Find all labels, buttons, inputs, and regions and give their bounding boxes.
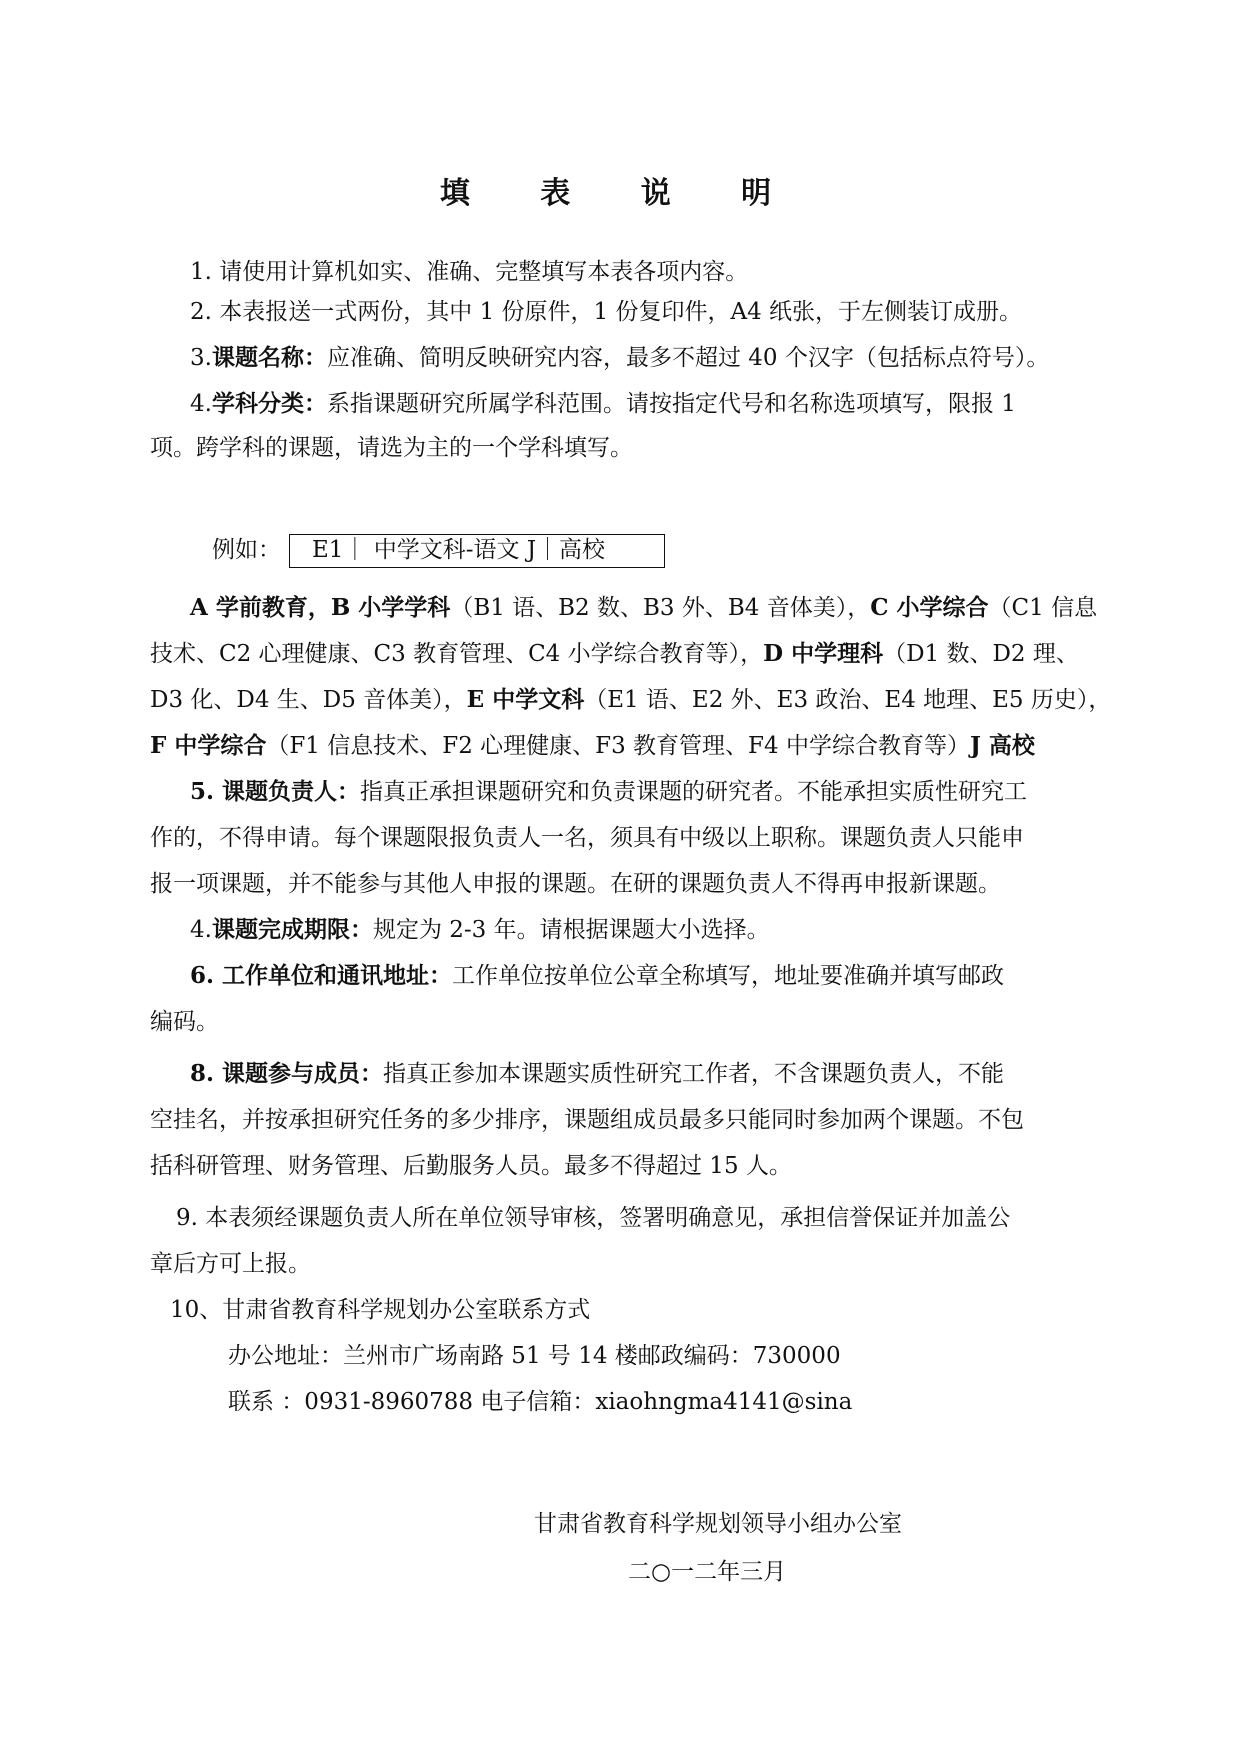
category-d-label: D 中学理科 (763, 640, 884, 667)
item-6-label: 6. 工作单位和通讯地址： (190, 962, 453, 989)
item-4-text-1: 系指课题研究所属学科范围。请按指定代号和名称选项填写，限报 1 (326, 391, 1016, 417)
category-f-detail: （F1 信息技术、F2 心理健康、F3 教育管理、F4 中学综合教育等） (266, 733, 970, 759)
item-4-label: 学科分类： (211, 390, 327, 417)
item-8-text-2: 空挂名，并按承担研究任务的多少排序，课题组成员最多只能同时参加两个课题。不包 (150, 1107, 1024, 1133)
office-address: 办公地址：兰州市广场南路 51 号 14 楼邮政编码：730000 (228, 1343, 841, 1369)
item-6-text-2: 编码。 (150, 1009, 219, 1035)
item-5-text-2: 作的，不得申请。每个课题限报负责人一名，须具有中级以上职称。课题负责人只能申 (150, 825, 1024, 851)
category-d-detail: （D1 数、D2 理、 (883, 641, 1079, 667)
category-f-label: F 中学综合 (150, 732, 267, 759)
item-3-label: 课题名称： (211, 344, 327, 371)
example-label: 例如： (212, 537, 281, 563)
category-line-1 (190, 592, 1140, 624)
item-duration-label: 课题完成期限： (211, 916, 373, 943)
category-e-label: E 中学文科 (466, 686, 585, 713)
item-4-text-2: 项。跨学科的课题，请选为主的一个学科填写。 (150, 435, 633, 461)
category-e-detail: （E1 语、E2 外、E3 政治、E4 地理、E5 历史）， (584, 687, 1112, 713)
category-line-3 (150, 684, 1112, 716)
item-5-text-3: 报一项课题，并不能参与其他人申报的课题。在研的课题负责人不得再申报新课题。 (150, 871, 1001, 897)
item-8-text-1: 指真正参加本课题实质性研究工作者，不含课题负责人，不能 (383, 1061, 1005, 1087)
item-duration (190, 914, 1140, 946)
category-c-detail: （C1 信息 (988, 595, 1098, 621)
item-6-text-1: 工作单位按单位公章全称填写，地址要准确并填写邮政 (452, 963, 1005, 989)
category-d-detail-2: D3 化、D4 生、D5 音体美）， (150, 687, 467, 713)
signature-org: 甘肃省教育科学规划领导小组办公室 (534, 1511, 902, 1537)
item-1: 1. 请使用计算机如实、准确、完整填写本表各项内容。 (190, 259, 749, 285)
item-6 (190, 960, 1140, 992)
item-3-text: 应准确、简明反映研究内容，最多不超过 40 个汉字（包括标点符号）。 (326, 345, 1050, 371)
item-5-text-1: 指真正承担课题研究和负责课题的研究者。不能承担实质性研究工 (360, 779, 1028, 805)
item-8-text-3: 括科研管理、财务管理、后勤服务人员。最多不得超过 15 人。 (150, 1153, 792, 1179)
page-title: 填 表 说 明 (439, 176, 802, 211)
item-3-number: 3. (190, 345, 212, 371)
category-a-b-label: A 学前教育，B 小学学科 (190, 594, 451, 621)
item-2: 2. 本表报送一式两份，其中 1 份原件，1 份复印件，A4 纸张，于左侧装订成册。 (190, 299, 1023, 325)
category-j-label: J 高校 (969, 732, 1035, 759)
category-c-label: C 小学综合 (870, 594, 989, 621)
item-4 (190, 388, 1140, 420)
item-9-text-1: 9. 本表须经课题负责人所在单位领导审核，签署明确意见，承担信誉保证并加盖公 (176, 1205, 1011, 1231)
category-line-2 (150, 638, 1100, 670)
item-9-text-2: 章后方可上报。 (150, 1251, 311, 1277)
category-line-4 (150, 730, 1100, 762)
office-contact: 联系 ：0931-8960788 电子信箱：xiaohngma4141@sina (228, 1389, 853, 1415)
category-c-detail-2: 技术、C2 心理健康、C3 教育管理、C4 小学综合教育等）， (150, 641, 764, 667)
item-8 (190, 1058, 1140, 1090)
item-3 (190, 342, 1140, 374)
item-duration-text: 规定为 2-3 年。请根据课题大小选择。 (372, 917, 770, 943)
category-b-detail: （B1 语、B2 数、B3 外、B4 音体美）， (450, 595, 871, 621)
item-10: 10、甘肃省教育科学规划办公室联系方式 (170, 1297, 591, 1323)
signature-date: 二○一二年三月 (628, 1559, 787, 1585)
item-8-label: 8. 课题参与成员： (190, 1060, 384, 1087)
item-4-number: 4. (190, 391, 212, 417)
example-box: E1｜ 中学文科-语文 J｜高校 (289, 534, 665, 568)
item-5 (190, 776, 1140, 808)
item-duration-number: 4. (190, 917, 212, 943)
item-5-label: 5. 课题负责人： (190, 778, 361, 805)
